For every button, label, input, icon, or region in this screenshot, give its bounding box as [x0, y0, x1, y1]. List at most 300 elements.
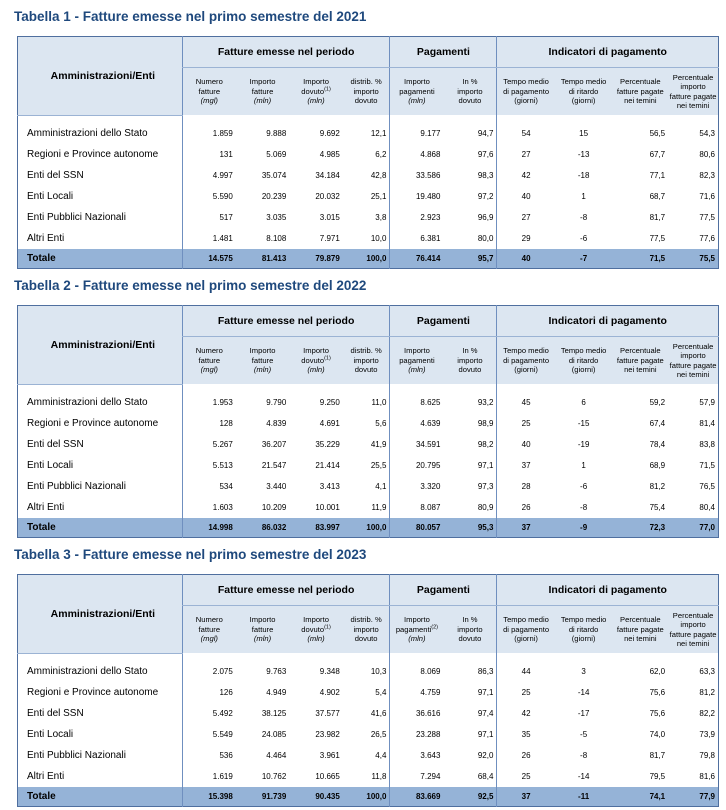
- total-label: Totale: [18, 787, 183, 807]
- column-header-c8: [555, 68, 613, 116]
- table-cell: 29: [497, 228, 555, 249]
- table-cell: 1.603: [182, 497, 236, 518]
- spacer-cell: [18, 115, 183, 123]
- table-cell: 4.691: [319, 418, 340, 428]
- table-cell: 536: [182, 745, 236, 766]
- spacer-cell: [182, 115, 236, 123]
- table-cell: -13: [577, 149, 590, 159]
- header-line: importo: [457, 355, 483, 365]
- table-cell: 77,5: [699, 212, 715, 222]
- table-cell: -17: [577, 708, 590, 718]
- table-cell: 5,4: [375, 687, 387, 697]
- column-header-c10: [668, 606, 718, 654]
- table-cell: 8.108: [266, 233, 287, 243]
- row-label: Altri Enti: [27, 501, 65, 513]
- total-cell: 80.057: [390, 518, 444, 538]
- column-header-c1: [182, 337, 236, 385]
- table-cell: 20.032: [315, 191, 340, 201]
- header-line: fatture pagate: [616, 355, 664, 365]
- row-label: Amministrazioni dello Stato: [27, 127, 148, 139]
- table-cell: 24.085: [261, 729, 287, 739]
- header-line: Importo: [249, 77, 276, 87]
- row-label: Enti del SSN: [27, 169, 84, 181]
- table-cell: 9.790: [266, 397, 287, 407]
- table-cell: 33.586: [390, 165, 444, 186]
- spacer-cell: [343, 115, 390, 123]
- table-cell: 40: [497, 186, 555, 207]
- header-line: pagamenti: [399, 86, 435, 96]
- spacer-cell: [555, 653, 613, 661]
- header-line: Percentuale: [620, 346, 661, 356]
- table-row: [18, 724, 719, 745]
- spacer-cell: [289, 384, 343, 392]
- spacer-cell: [18, 384, 183, 392]
- header-line: (giorni): [571, 96, 596, 106]
- spacer-cell: [289, 653, 343, 661]
- total-cell: 76.414: [390, 249, 444, 269]
- table-cell: 25: [497, 766, 555, 787]
- header-line: fatture pagate: [669, 360, 717, 370]
- table-cell: -14: [577, 687, 590, 697]
- table-cell: 19.480: [390, 186, 444, 207]
- table-cell: -18: [577, 170, 590, 180]
- column-header-c4: [343, 337, 390, 385]
- table-caption: Tabella 2 - Fatture emesse nel primo semestre del 2022: [14, 278, 367, 293]
- table-cell: 126: [182, 682, 236, 703]
- table-cell: 4.997: [182, 165, 236, 186]
- table-cell: 97,1: [477, 729, 494, 739]
- header-line: In %: [462, 615, 478, 625]
- header-line: distrib. %: [350, 77, 382, 87]
- header-line: (mln): [253, 96, 272, 106]
- header-line: fatture: [251, 624, 274, 634]
- table-cell: 128: [182, 413, 236, 434]
- table-cell: 1.481: [182, 228, 236, 249]
- table-cell: 4.902: [319, 687, 340, 697]
- table-row: [18, 186, 719, 207]
- header-line: Tempo medio: [503, 346, 549, 356]
- table-cell: 41,6: [370, 708, 387, 718]
- table-cell: 71,6: [699, 191, 715, 201]
- table-cell: 35.229: [315, 439, 340, 449]
- table-cell: 4,4: [375, 750, 387, 760]
- header-line: importo: [457, 624, 483, 634]
- table-cell: 8.625: [390, 392, 444, 413]
- spacer-cell: [390, 653, 444, 661]
- table-cell: 75,6: [649, 708, 666, 718]
- header-line: fatture: [198, 86, 221, 96]
- group-header-pagamenti: Pagamenti: [390, 306, 497, 337]
- column-header-c3: [289, 337, 343, 385]
- column-header-c6: [443, 606, 497, 654]
- spacer-cell: [236, 653, 290, 661]
- header-line: Tempo medio: [503, 77, 549, 87]
- column-header-c10: [668, 337, 718, 385]
- total-cell: 92,5: [443, 787, 497, 807]
- header-line: dovuto: [354, 634, 378, 644]
- table-cell: 11,8: [371, 771, 387, 781]
- table-cell: 67,4: [649, 418, 666, 428]
- column-header-c1: [182, 68, 236, 116]
- table-cell: -8: [580, 750, 588, 760]
- table-cell: 3.643: [390, 745, 444, 766]
- table-cell: 81,4: [699, 418, 715, 428]
- table-cell: 26,5: [370, 729, 387, 739]
- row-label: Amministrazioni dello Stato: [27, 396, 148, 408]
- table-cell: 92,0: [477, 750, 494, 760]
- table-cell: 80,0: [477, 233, 494, 243]
- header-line: Percentuale: [620, 77, 661, 87]
- table-cell: 97,1: [477, 687, 494, 697]
- column-header-c6: [443, 68, 497, 116]
- header-line: importo: [353, 355, 379, 365]
- table-cell: 3.035: [266, 212, 287, 222]
- header-line: nei temini: [676, 101, 710, 110]
- table-cell: 77,6: [699, 233, 715, 243]
- table-cell: 80,6: [699, 149, 715, 159]
- row-label: Enti Pubblici Nazionali: [27, 749, 126, 761]
- table-cell: 4.868: [390, 144, 444, 165]
- table-cell: 534: [182, 476, 236, 497]
- table-cell: 9.177: [390, 123, 444, 144]
- table-cell: 54,3: [699, 128, 715, 138]
- table-cell: 10.665: [315, 771, 340, 781]
- total-label: Totale: [18, 518, 183, 538]
- table-cell: 59,2: [649, 397, 666, 407]
- header-line: Importo: [404, 615, 430, 625]
- table-cell: 97,6: [477, 149, 494, 159]
- table-cell: 78,4: [649, 439, 666, 449]
- table-row: [18, 745, 719, 766]
- table-cell: -6: [580, 481, 588, 491]
- column-header-c2: [236, 68, 290, 116]
- header-line: importo: [457, 86, 483, 96]
- total-cell: 100,0: [343, 518, 390, 538]
- table-cell: 74,0: [649, 729, 666, 739]
- column-header-c7: [497, 68, 555, 116]
- table-cell: 80,9: [477, 502, 494, 512]
- table-cell: 25: [497, 413, 555, 434]
- table-cell: 75,4: [649, 502, 666, 512]
- table-cell: 6.381: [390, 228, 444, 249]
- column-header-c7: [497, 337, 555, 385]
- table-cell: 15: [579, 128, 589, 138]
- group-header-fatture: Fatture emesse nel periodo: [182, 575, 390, 606]
- spacer-cell: [443, 384, 497, 392]
- table-cell: 79,8: [699, 750, 715, 760]
- total-row: [18, 787, 719, 807]
- column-header-c5: [390, 606, 444, 654]
- table-cell: 1.953: [182, 392, 236, 413]
- spacer-cell: [343, 653, 390, 661]
- table-cell: 3.961: [319, 750, 340, 760]
- header-line: (mgl): [200, 96, 218, 106]
- column-header-c2: [236, 606, 290, 654]
- header-line: (giorni): [514, 96, 538, 106]
- header-line: (mln): [408, 96, 426, 106]
- header-line: fatture pagate: [669, 629, 717, 639]
- table-cell: 82,3: [699, 170, 715, 180]
- header-line: (mln): [307, 365, 325, 375]
- table-cell: 82,2: [699, 708, 715, 718]
- table-cell: 10,3: [370, 666, 387, 676]
- table-row: [18, 392, 719, 413]
- table-cell: 68,9: [649, 460, 666, 470]
- header-line: importo: [353, 86, 379, 96]
- column-header-c8: [555, 337, 613, 385]
- total-cell: 75,5: [668, 249, 718, 269]
- header-line: fatture pagate: [669, 91, 717, 101]
- table-cell: 81,2: [699, 687, 715, 697]
- table-row: [18, 207, 719, 228]
- table-row: [18, 123, 719, 144]
- total-cell: 95,3: [443, 518, 497, 538]
- header-line: Tempo medio: [560, 615, 607, 625]
- group-header-pagamenti: Pagamenti: [390, 575, 497, 606]
- table-cell: 4.985: [319, 149, 340, 159]
- table-cell: 1.859: [182, 123, 236, 144]
- header-line: nei temini: [676, 370, 710, 379]
- table-cell: 7.971: [319, 233, 340, 243]
- table-cell: 27: [497, 144, 555, 165]
- table-cell: 40: [497, 434, 555, 455]
- header-line: In %: [462, 77, 478, 87]
- table-cell: 12,1: [370, 128, 387, 138]
- header-line: fatture: [251, 86, 274, 96]
- row-label: Enti Pubblici Nazionali: [27, 480, 126, 492]
- table-cell: 4,1: [375, 481, 387, 491]
- header-line: importo: [680, 351, 706, 360]
- table-cell: 97,1: [477, 460, 494, 470]
- table-cell: 20.239: [261, 191, 287, 201]
- group-header-indicatori: Indicatori di pagamento: [497, 575, 719, 606]
- total-row: [18, 249, 719, 269]
- table-cell: 5.513: [182, 455, 236, 476]
- header-line: dovuto: [354, 365, 378, 375]
- table-cell: 42: [497, 703, 555, 724]
- table-cell: 81,7: [649, 212, 666, 222]
- spacer-row: [18, 115, 719, 123]
- header-line: di pagamento: [503, 86, 550, 96]
- header-line: importo: [680, 620, 706, 629]
- table-cell: 36.207: [261, 439, 287, 449]
- table-row: [18, 766, 719, 787]
- table-row: [18, 165, 719, 186]
- row-label: Enti del SSN: [27, 438, 84, 450]
- table-cell: -5: [580, 729, 588, 739]
- header-line: dovuto: [354, 96, 378, 106]
- row-label: Altri Enti: [27, 770, 65, 782]
- table-cell: 38.125: [261, 708, 287, 718]
- spacer-cell: [613, 653, 669, 661]
- table-cell: 10.001: [315, 502, 340, 512]
- table-cell: 1.619: [182, 766, 236, 787]
- header-line: di ritardo: [568, 355, 599, 365]
- table-cell: 5.549: [182, 724, 236, 745]
- table-cell: 41,9: [370, 439, 387, 449]
- table-cell: 3.320: [390, 476, 444, 497]
- header-line: pagamenti: [395, 624, 432, 634]
- header-line: (mgl): [200, 634, 218, 644]
- header-line: importo: [680, 82, 706, 91]
- table-cell: 26: [497, 745, 555, 766]
- table-row: [18, 434, 719, 455]
- table-cell: 3.413: [319, 481, 340, 491]
- group-header-pagamenti: Pagamenti: [390, 37, 497, 68]
- table-cell: 68,7: [649, 191, 666, 201]
- table-cell: 44: [497, 661, 555, 682]
- spacer-cell: [182, 653, 236, 661]
- table-cell: 81,2: [649, 481, 666, 491]
- total-cell: 77,0: [668, 518, 718, 538]
- spacer-cell: [668, 384, 718, 392]
- row-label: Regioni e Province autonome: [27, 686, 159, 698]
- header-line: Numero: [195, 346, 223, 356]
- header-line: importo: [353, 624, 379, 634]
- table-cell: 42: [497, 165, 555, 186]
- table-cell: 9.348: [319, 666, 340, 676]
- spacer-cell: [236, 384, 290, 392]
- table-cell: 8.087: [390, 497, 444, 518]
- spacer-cell: [343, 384, 390, 392]
- table-cell: 77,5: [649, 233, 666, 243]
- table-cell: 37.577: [315, 708, 340, 718]
- table-cell: 56,5: [649, 128, 666, 138]
- table-cell: -19: [577, 439, 590, 449]
- table-cell: 4.639: [390, 413, 444, 434]
- table-cell: 79,5: [649, 771, 666, 781]
- table-row: [18, 703, 719, 724]
- column-header-c3: [289, 68, 343, 116]
- header-line: di pagamento: [503, 624, 550, 634]
- group-header-fatture: Fatture emesse nel periodo: [182, 37, 390, 68]
- table-cell: 76,5: [699, 481, 715, 491]
- column-header-c9: [613, 606, 669, 654]
- invoice-table: [17, 574, 719, 807]
- total-cell: 81.413: [236, 249, 290, 269]
- total-cell: 100,0: [343, 787, 390, 807]
- table-cell: 97,2: [477, 191, 494, 201]
- table-cell: 34.591: [390, 434, 444, 455]
- table-cell: 71,5: [699, 460, 715, 470]
- column-header-c4: [343, 68, 390, 116]
- row-label: Regioni e Province autonome: [27, 148, 159, 160]
- table-cell: 1: [581, 460, 586, 470]
- table-cell: 77,1: [649, 170, 666, 180]
- table-cell: -15: [577, 418, 590, 428]
- table-cell: 5.492: [182, 703, 236, 724]
- header-line: Importo: [303, 77, 329, 87]
- table-cell: 517: [182, 207, 236, 228]
- table-cell: 45: [497, 392, 555, 413]
- table-cell: 9.692: [319, 128, 340, 138]
- table-row: [18, 413, 719, 434]
- table-cell: 4.839: [266, 418, 287, 428]
- header-line: Importo: [303, 346, 329, 356]
- table-cell: 23.288: [390, 724, 444, 745]
- table-cell: 20.795: [390, 455, 444, 476]
- spacer-cell: [443, 653, 497, 661]
- header-line: di pagamento: [503, 355, 550, 365]
- table-cell: 10.762: [261, 771, 287, 781]
- column-header-c10: [668, 68, 718, 116]
- spacer-cell: [613, 384, 669, 392]
- header-line: (mgl): [200, 365, 218, 375]
- header-row-groups: [18, 306, 719, 337]
- table-cell: 75,6: [649, 687, 666, 697]
- column-header-c3: [289, 606, 343, 654]
- total-cell: 71,5: [613, 249, 669, 269]
- header-line: nei temini: [624, 365, 657, 375]
- header-line: fatture: [251, 355, 274, 365]
- table-row: [18, 144, 719, 165]
- header-line: Percentuale: [672, 610, 714, 620]
- table-cell: 68,4: [477, 771, 494, 781]
- header-line: Importo: [249, 615, 276, 625]
- total-cell: 37: [497, 787, 555, 807]
- header-line: nei temini: [624, 634, 657, 644]
- table-cell: 6,2: [375, 149, 387, 159]
- table-row: [18, 455, 719, 476]
- table-cell: 8.069: [390, 661, 444, 682]
- table-cell: 10,0: [370, 233, 387, 243]
- header-line: distrib. %: [350, 615, 382, 625]
- header-line: Percentuale: [672, 341, 714, 351]
- spacer-cell: [182, 384, 236, 392]
- column-header-c5: [390, 68, 444, 116]
- group-header-indicatori: Indicatori di pagamento: [497, 306, 719, 337]
- column-header-c8: [555, 606, 613, 654]
- header-line: Importo: [249, 346, 276, 356]
- total-cell: -11: [555, 787, 613, 807]
- table-cell: 11,9: [371, 502, 387, 512]
- table-cell: 63,3: [699, 666, 715, 676]
- header-line: Importo: [404, 346, 430, 356]
- spacer-cell: [443, 115, 497, 123]
- table-cell: -14: [577, 771, 590, 781]
- row-label: Enti Locali: [27, 190, 74, 202]
- header-line: dovuto: [301, 624, 325, 634]
- table-caption: Tabella 1 - Fatture emesse nel primo semestre del 2021: [14, 9, 367, 24]
- table-cell: 54: [497, 123, 555, 144]
- header-line: In %: [462, 346, 478, 356]
- header-line: dovuto: [458, 634, 482, 644]
- table-cell: 81,6: [699, 771, 715, 781]
- total-cell: 86.032: [236, 518, 290, 538]
- table-cell: 5.069: [266, 149, 287, 159]
- spacer-cell: [497, 653, 555, 661]
- spacer-row: [18, 653, 719, 661]
- table-cell: 4.759: [390, 682, 444, 703]
- spacer-cell: [18, 653, 183, 661]
- table-cell: 98,2: [477, 439, 494, 449]
- spacer-cell: [497, 115, 555, 123]
- row-label: Altri Enti: [27, 232, 65, 244]
- header-line: fatture pagate: [616, 86, 664, 96]
- total-cell: 14.998: [182, 518, 236, 538]
- column-header-admin: Amministrazioni/Enti: [18, 37, 183, 116]
- header-line: dovuto: [301, 355, 325, 365]
- table-cell: 97,3: [477, 481, 494, 491]
- table-cell: 25: [497, 682, 555, 703]
- header-row-groups: [18, 575, 719, 606]
- spacer-cell: [668, 115, 718, 123]
- header-line: (giorni): [514, 634, 538, 644]
- row-label: Amministrazioni dello Stato: [27, 665, 148, 677]
- spacer-cell: [236, 115, 290, 123]
- spacer-cell: [555, 384, 613, 392]
- table-cell: 96,9: [477, 212, 494, 222]
